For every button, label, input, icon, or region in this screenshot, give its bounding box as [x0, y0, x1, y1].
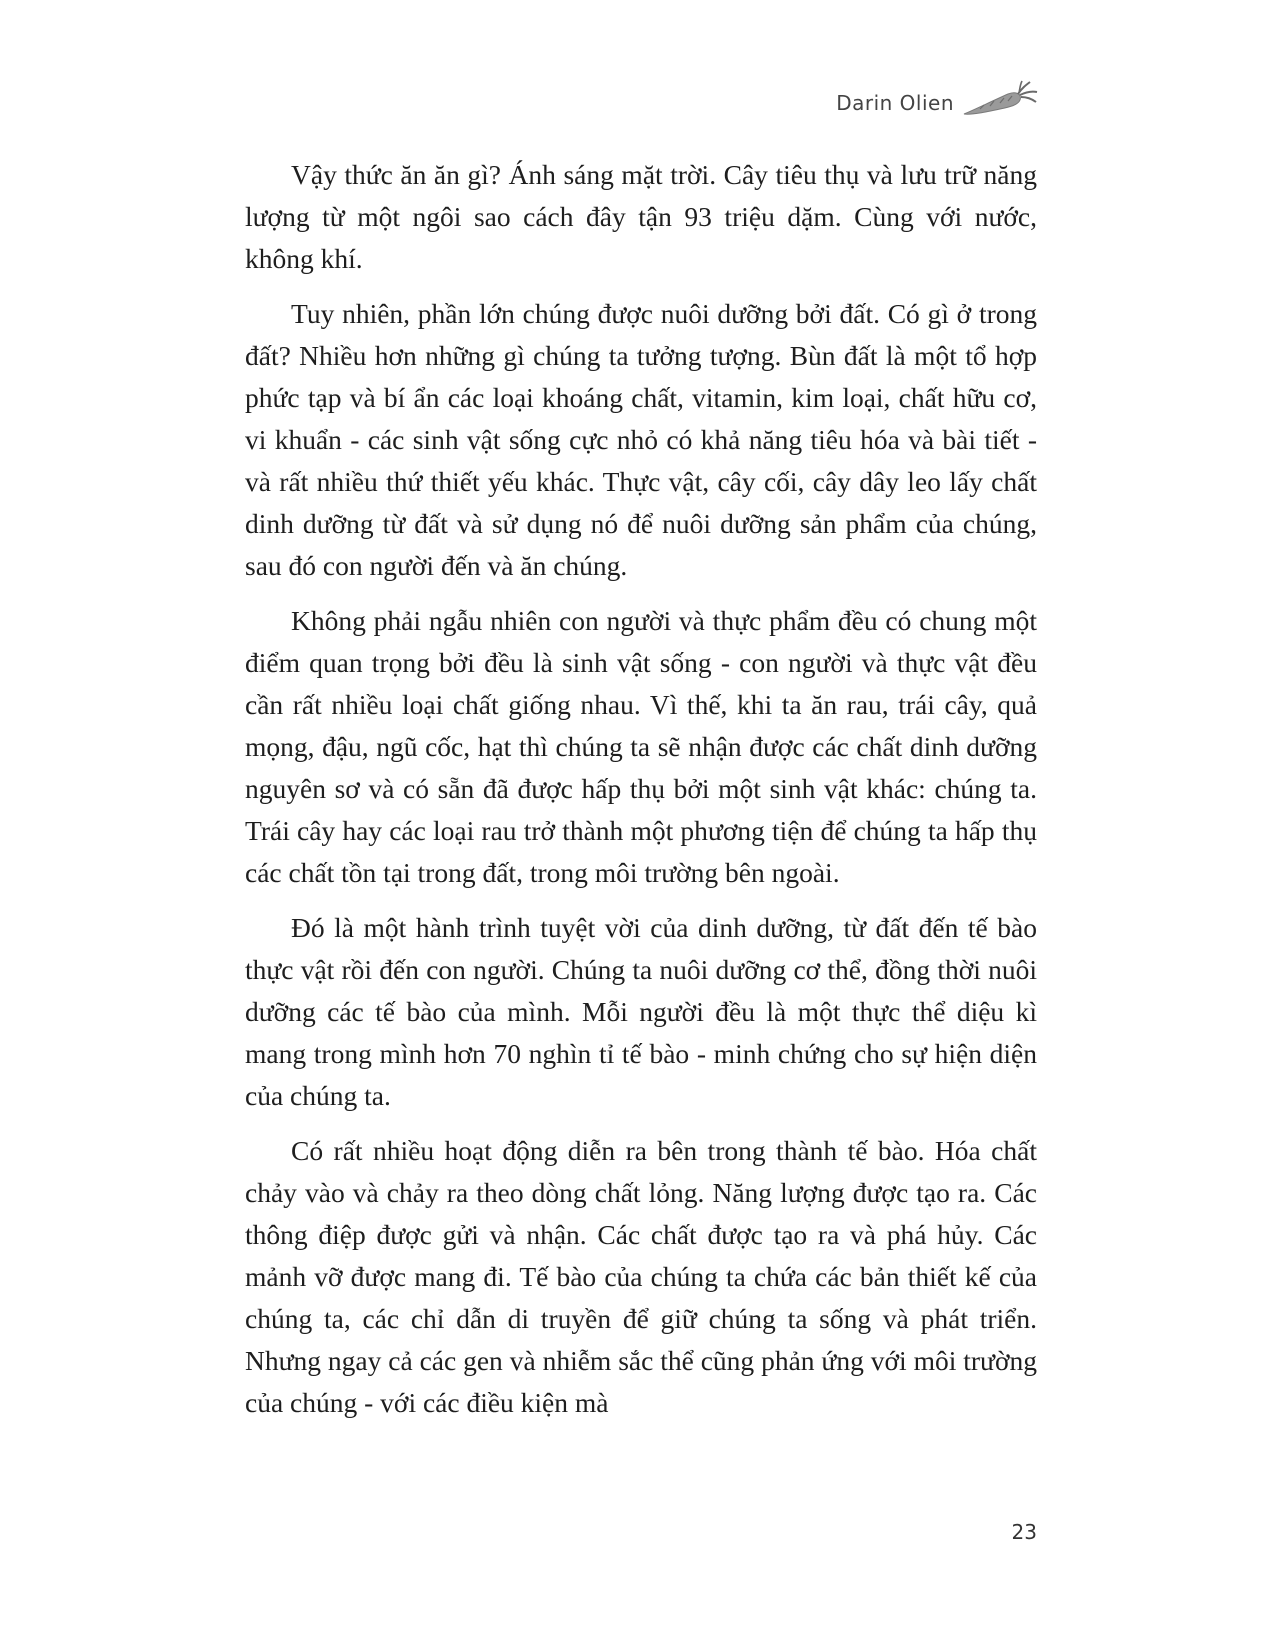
- paragraph: Không phải ngẫu nhiên con người và thực phẩm đều có chung một điểm quan trọng bởi đều là sinh vật sống - con người và thực vật đều cần rất nhiều loại chất giống nhau. Vì thế, khi ta ăn rau, trái cây, quả mọng, đậu, ngũ cốc, hạt thì chúng ta sẽ nhận được các chất dinh dưỡng nguyên sơ và có sẵn đã được hấp thụ bởi một sinh vật khác: chúng ta. Trái cây hay các loại rau trở thành một phương tiện để chúng ta hấp thụ các chất tồn tại trong đất, trong môi trường bên ngoài.: [245, 605, 1037, 888]
- paragraph: Đó là một hành trình tuyệt vời của dinh dưỡng, từ đất đến tế bào thực vật rồi đến con người. Chúng ta nuôi dưỡng cơ thể, đồng thời nuôi dưỡng các tế bào của mình. Mỗi người đều là một thực thể diệu kì mang trong mình hơn 70 nghìn tỉ tế bào - minh chứng cho sự hiện diện của chúng ta.: [245, 912, 1037, 1111]
- body-text: [245, 154, 1037, 1437]
- carrot-icon: [960, 80, 1040, 120]
- paragraph: Có rất nhiều hoạt động diễn ra bên trong thành tế bào. Hóa chất chảy vào và chảy ra theo dòng chất lỏng. Năng lượng được tạo ra. Các thông điệp được gửi và nhận. Các chất được tạo ra và phá hủy. Các mảnh vỡ được mang đi. Tế bào của chúng ta chứa các bản thiết kế của chúng ta, các chỉ dẫn di truyền để giữ chúng ta sống và phát triển. Nhưng ngay cả các gen và nhiễm sắc thể cũng phản ứng với môi trường của chúng - với các điều kiện mà: [245, 1135, 1037, 1418]
- running-header: [700, 78, 1040, 122]
- paragraph: Vậy thức ăn ăn gì? Ánh sáng mặt trời. Cây tiêu thụ và lưu trữ năng lượng từ một ngôi sao cách đây tận 93 triệu dặm. Cùng với nước, không khí.: [245, 159, 1037, 274]
- author-name: Darin Olien: [836, 91, 954, 115]
- paragraph: Tuy nhiên, phần lớn chúng được nuôi dưỡng bởi đất. Có gì ở trong đất? Nhiều hơn những gì chúng ta tưởng tượng. Bùn đất là một tổ hợp phức tạp và bí ẩn các loại khoáng chất, vitamin, kim loại, chất hữu cơ, vi khuẩn - các sinh vật sống cực nhỏ có khả năng tiêu hóa và bài tiết - và rất nhiều thứ thiết yếu khác. Thực vật, cây cối, cây dây leo lấy chất dinh dưỡng từ đất và sử dụng nó để nuôi dưỡng sản phẩm của chúng, sau đó con người đến và ăn chúng.: [245, 298, 1037, 581]
- page-number: 23: [1011, 1520, 1037, 1544]
